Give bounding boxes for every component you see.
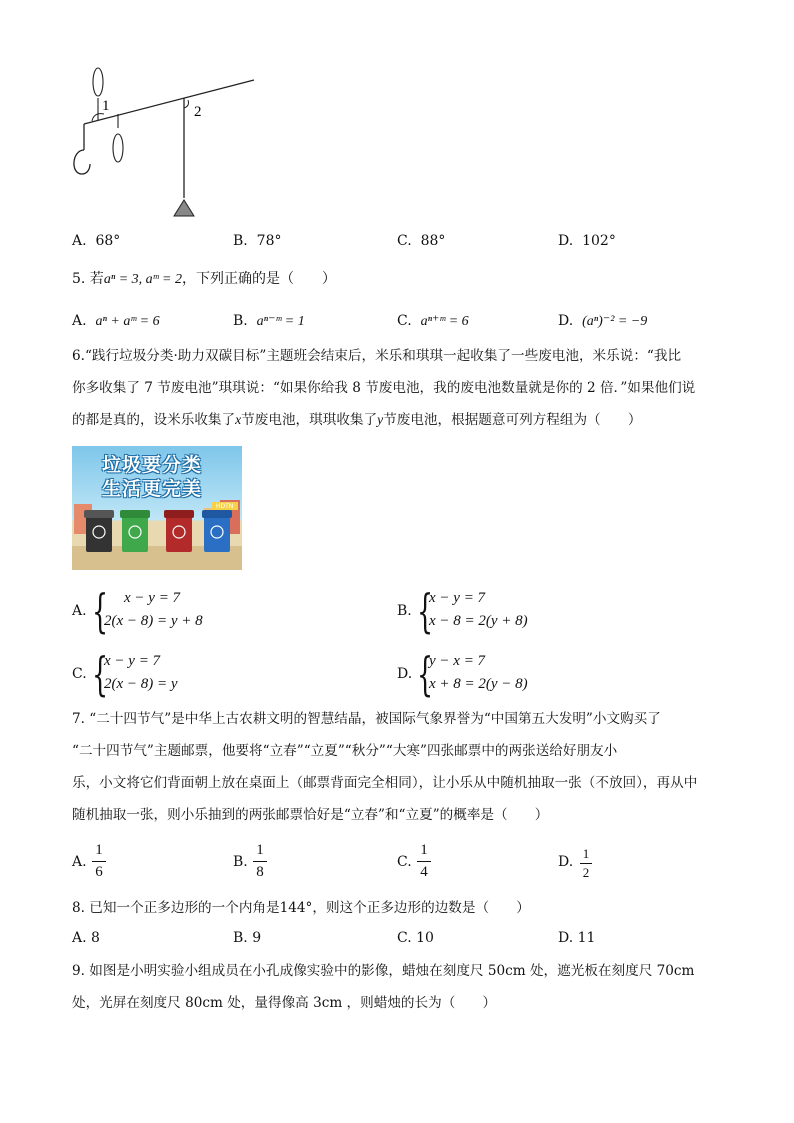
q8-stem: 8. 已知一个正多边形的一个内角是144°，则这个正多边形的边数是（ ） (72, 900, 530, 916)
balance-figure (66, 64, 266, 224)
q5-option-c[interactable]: C. aⁿ⁺ᵐ = 6 (397, 313, 469, 329)
q8-option-a[interactable]: A. 8 (72, 930, 100, 946)
q4-option-d[interactable]: D. 102° (558, 233, 616, 249)
q5-option-a[interactable]: A. aⁿ + aᵐ = 6 (72, 313, 160, 329)
q6-line-2: 你多收集了 7 节废电池”琪琪说：“如果你给我 8 节废电池，我的废电池数量就是你的 2 倍．”如果他们说 (72, 380, 696, 396)
poster-title-1: 垃圾要分类 (102, 454, 203, 476)
q9-line-2: 处，光屏在刻度尺 80cm 处，量得像高 3cm ，则蜡烛的长为（ ） (72, 995, 497, 1011)
q5-condition: aⁿ = 3, aᵐ = 2 (103, 272, 182, 287)
q6-line-3: 的都是真的，设米乐收集了x节废电池，琪琪收集了y节废电池，根据题意可列方程组为（ ） (72, 412, 642, 428)
q5-stem: 5. 若aⁿ = 3, aᵐ = 2，下列正确的是（ ） (72, 271, 336, 287)
q5-option-d[interactable]: D. (aⁿ)⁻² = −9 (558, 313, 648, 329)
garbage-sorting-poster (72, 446, 242, 570)
q4-option-c[interactable]: C. 88° (397, 233, 446, 249)
q7-line-4: 随机抽取一张，则小乐抽到的两张邮票恰好是“立春”和“立夏”的概率是（ ） (72, 807, 549, 823)
q6-line-1: 6.“践行垃圾分类·助力双碳目标”主题班会结束后，米乐和琪琪一起收集了一些废电池，米乐说：“我比 (72, 348, 682, 364)
poster-title-2: 生活更完美 (102, 478, 203, 500)
q8-option-c[interactable]: C. 10 (397, 930, 434, 946)
q4-option-a[interactable]: A. 68° (72, 233, 121, 249)
q7-line-2: “二十四节气”主题邮票，他要将“立春”“立夏”“秋分”“大寒”四张邮票中的两张送给好朋友小 (72, 743, 618, 759)
q4-option-b[interactable]: B. 78° (233, 233, 282, 249)
angle-1-label: 1 (102, 98, 110, 114)
q7-line-3: 乐，小文将它们背面朝上放在桌面上（邮票背面完全相同），让小乐从中随机抽取一张（不放回），再从中 (72, 775, 698, 791)
svg-text:HDTN: HDTN (216, 503, 234, 510)
q7-line-1: 7. “二十四节气”是中华上古农耕文明的智慧结晶，被国际气象界誉为“中国第五大发明”小文购买了 (72, 711, 661, 727)
q8-option-d[interactable]: D. 11 (558, 930, 596, 946)
q9-line-1: 9. 如图是小明实验小组成员在小孔成像实验中的影像，蜡烛在刻度尺 50cm 处，遮光板在刻度尺 70cm (72, 963, 695, 979)
q5-option-b[interactable]: B. aⁿ⁻ᵐ = 1 (233, 313, 305, 329)
angle-2-label: 2 (194, 104, 202, 120)
q8-option-b[interactable]: B. 9 (233, 930, 262, 946)
